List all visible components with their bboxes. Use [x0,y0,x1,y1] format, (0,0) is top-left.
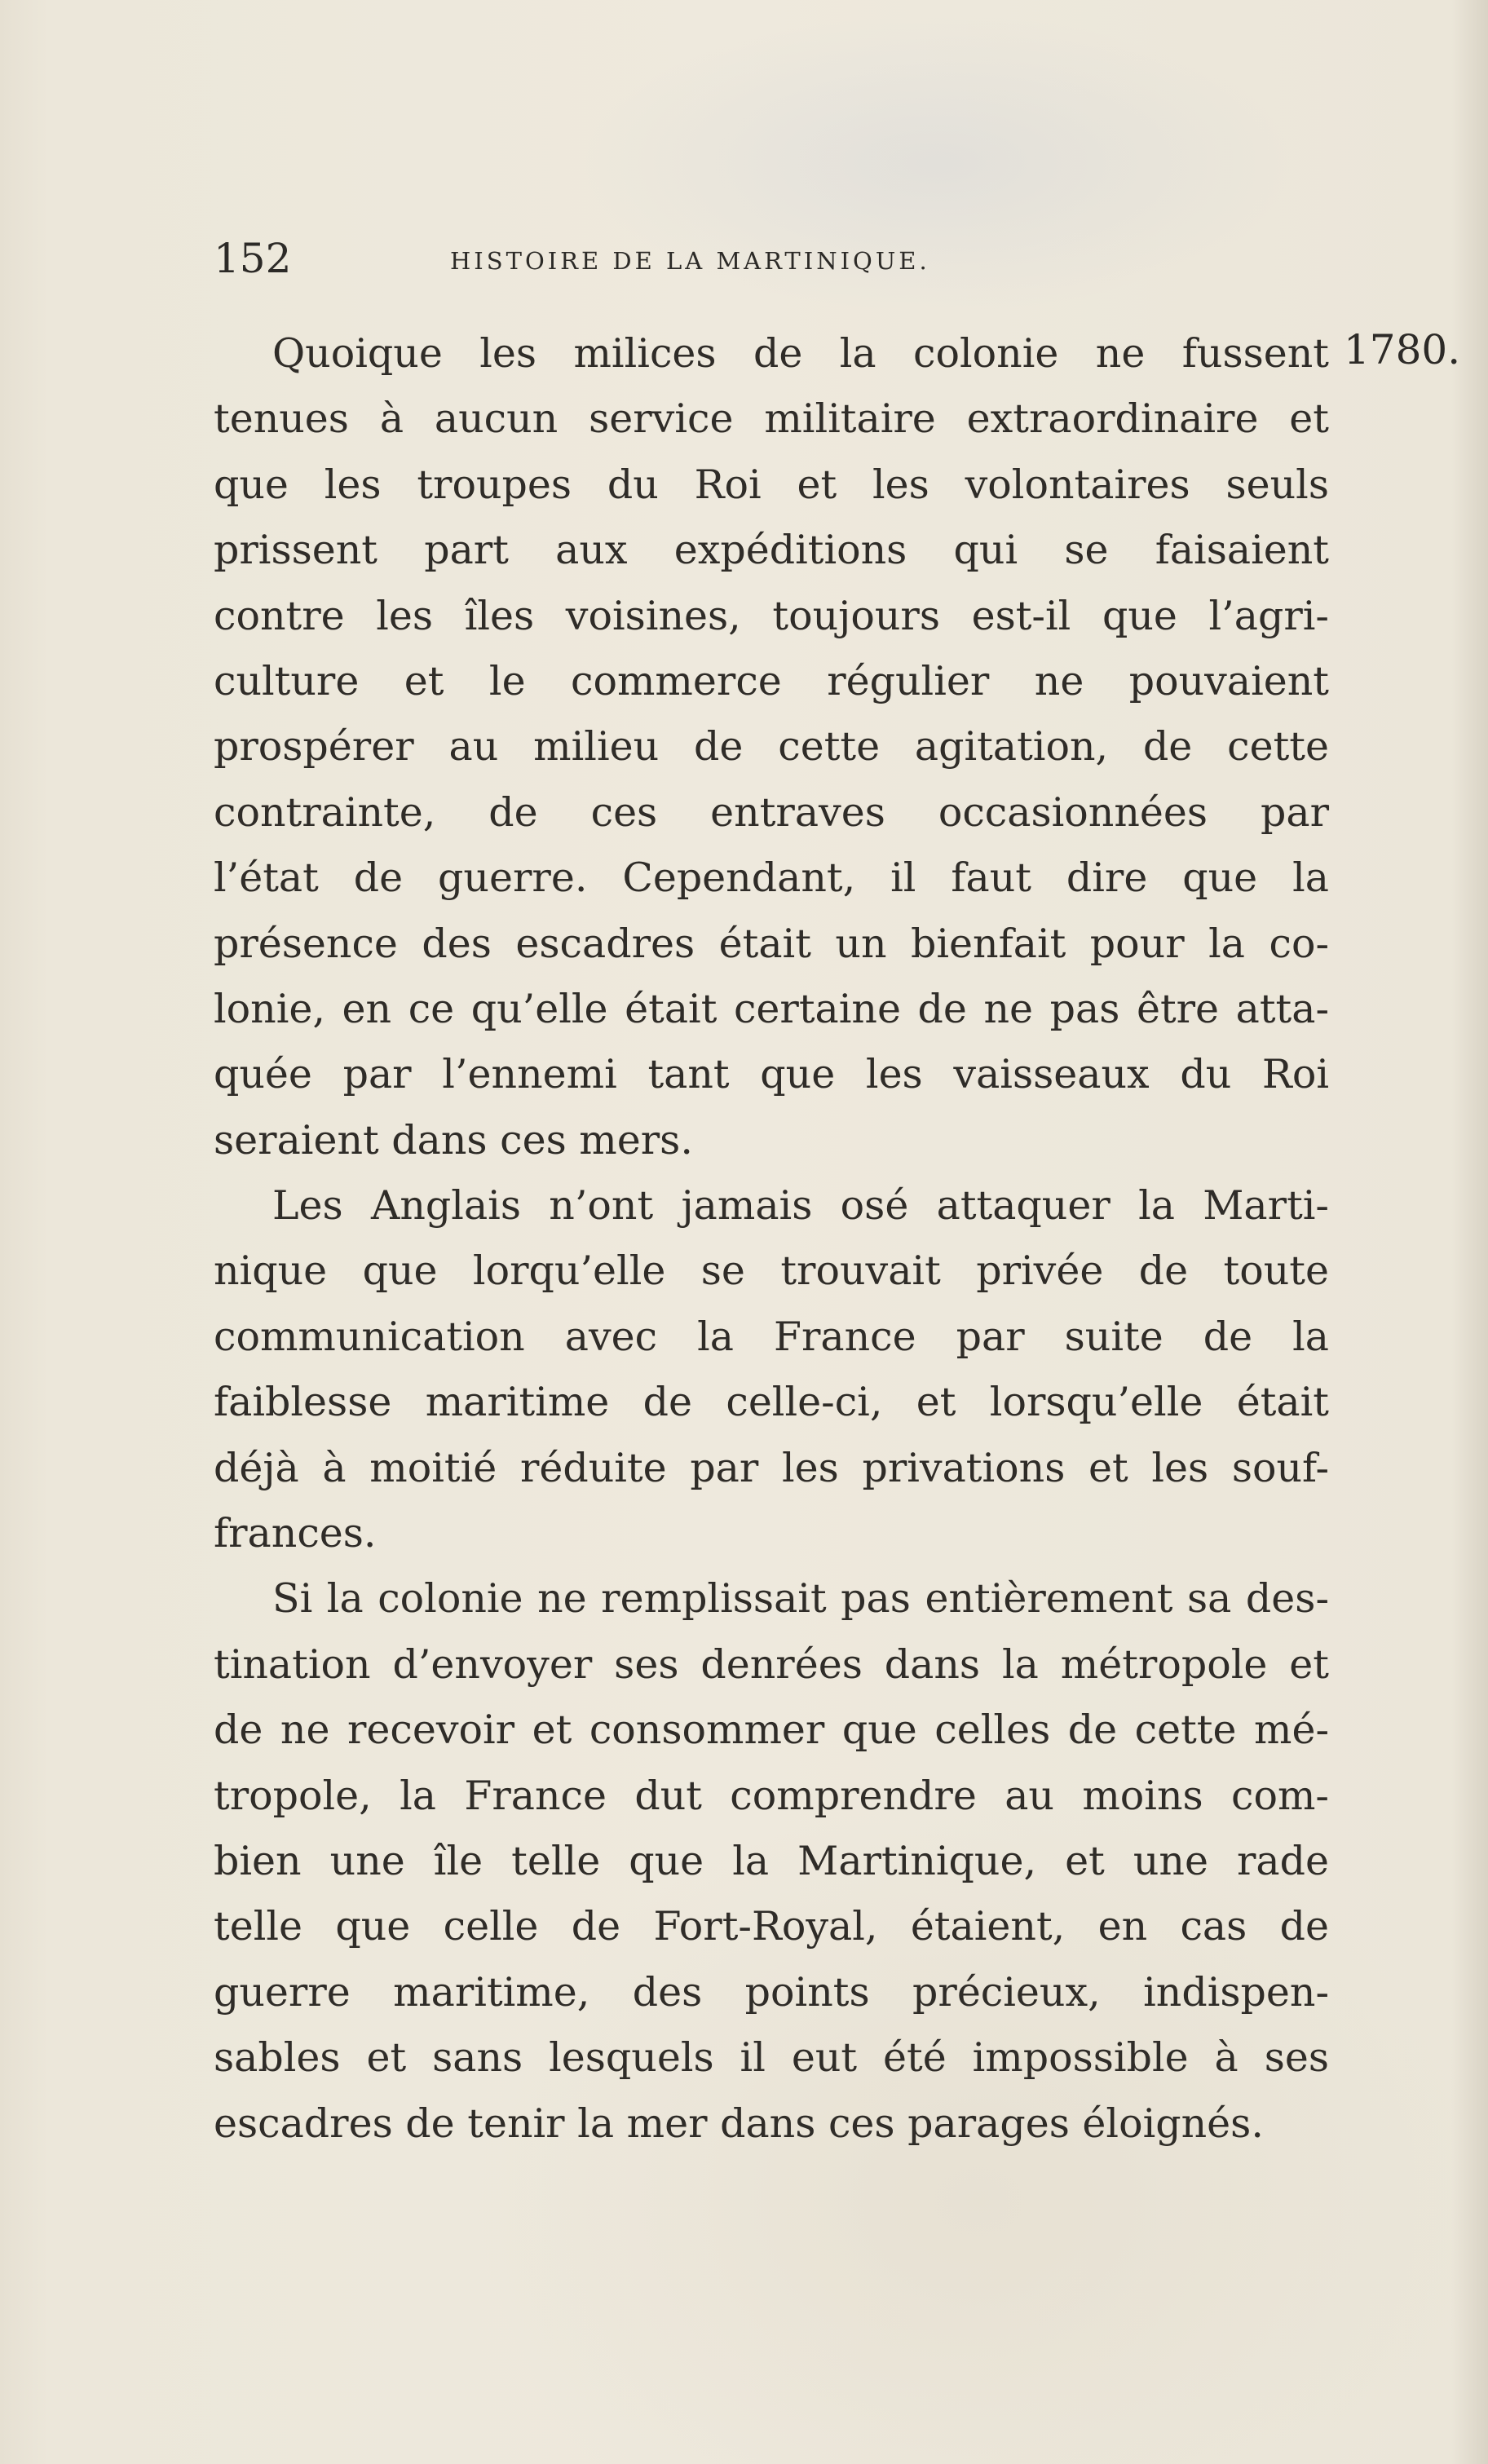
text-line: l’état de guerre. Cependant, il faut dire que la [214,854,1329,902]
text-line: culture et le commerce régulier ne pouvaient [214,657,1329,704]
text-line: escadres de tenir la mer dans ces parages éloignés. [214,2100,1264,2147]
text-line: seraient dans ces mers. [214,1116,693,1164]
text-line: nique que lorqu’elle se trouvait privée de toute [214,1247,1329,1295]
text-line: tination d’envoyer ses denrées dans la métropole et [214,1640,1329,1688]
paragraph-3 [214,1566,1329,2157]
running-head [214,230,1274,287]
text-line: tropole, la France dut comprendre au moins com- [214,1772,1329,1819]
text-line: faiblesse maritime de celle-ci, et lorsqu’elle était [214,1379,1329,1426]
paragraph-2 [214,1173,1329,1566]
text-line: contre les îles voisines, toujours est-il que l’agri- [214,592,1329,639]
text-line: déjà à moitié réduite par les privations et les souf- [214,1444,1329,1491]
text-line: bien une île telle que la Martinique, et une rade [214,1837,1329,1884]
text-line: telle que celle de Fort-Royal, étaient, en cas de [214,1903,1329,1950]
text-line: présence des escadres était un bienfait pour la co- [214,920,1329,967]
page-number: 152 [214,235,292,282]
text-line: sables et sans lesquels il eut été impossible à ses [214,2034,1329,2082]
text-line: quée par l’ennemi tant que les vaisseaux du Roi [214,1051,1329,1098]
text-line: communication avec la France par suite de la [214,1313,1329,1360]
text-line: Les Anglais n’ont jamais osé attaquer la Marti- [272,1182,1329,1230]
text-line: que les troupes du Roi et les volontaires seuls [214,461,1329,508]
text-line: prissent part aux expéditions qui se faisaient [214,527,1329,574]
body-text [214,321,1329,2157]
paragraph-1 [214,321,1329,1173]
text-line: de ne recevoir et consommer que celles de cette mé- [214,1707,1329,1754]
running-head-title: HISTOIRE DE LA MARTINIQUE. [450,247,930,275]
margin-year-note: 1780. [1344,326,1461,373]
text-line: contrainte, de ces entraves occasionnées par [214,788,1329,836]
text-line: guerre maritime, des points précieux, indispen- [214,1968,1329,2016]
text-line: Si la colonie ne remplissait pas entièrement sa des- [272,1575,1329,1623]
text-line: prospérer au milieu de cette agitation, de cette [214,723,1329,771]
text-line: Quoique les milices de la colonie ne fussent [272,330,1329,377]
text-line: lonie, en ce qu’elle était certaine de ne pas être atta- [214,985,1329,1032]
text-line: tenues à aucun service militaire extraordinaire et [214,395,1329,443]
text-line: frances. [214,1510,377,1557]
